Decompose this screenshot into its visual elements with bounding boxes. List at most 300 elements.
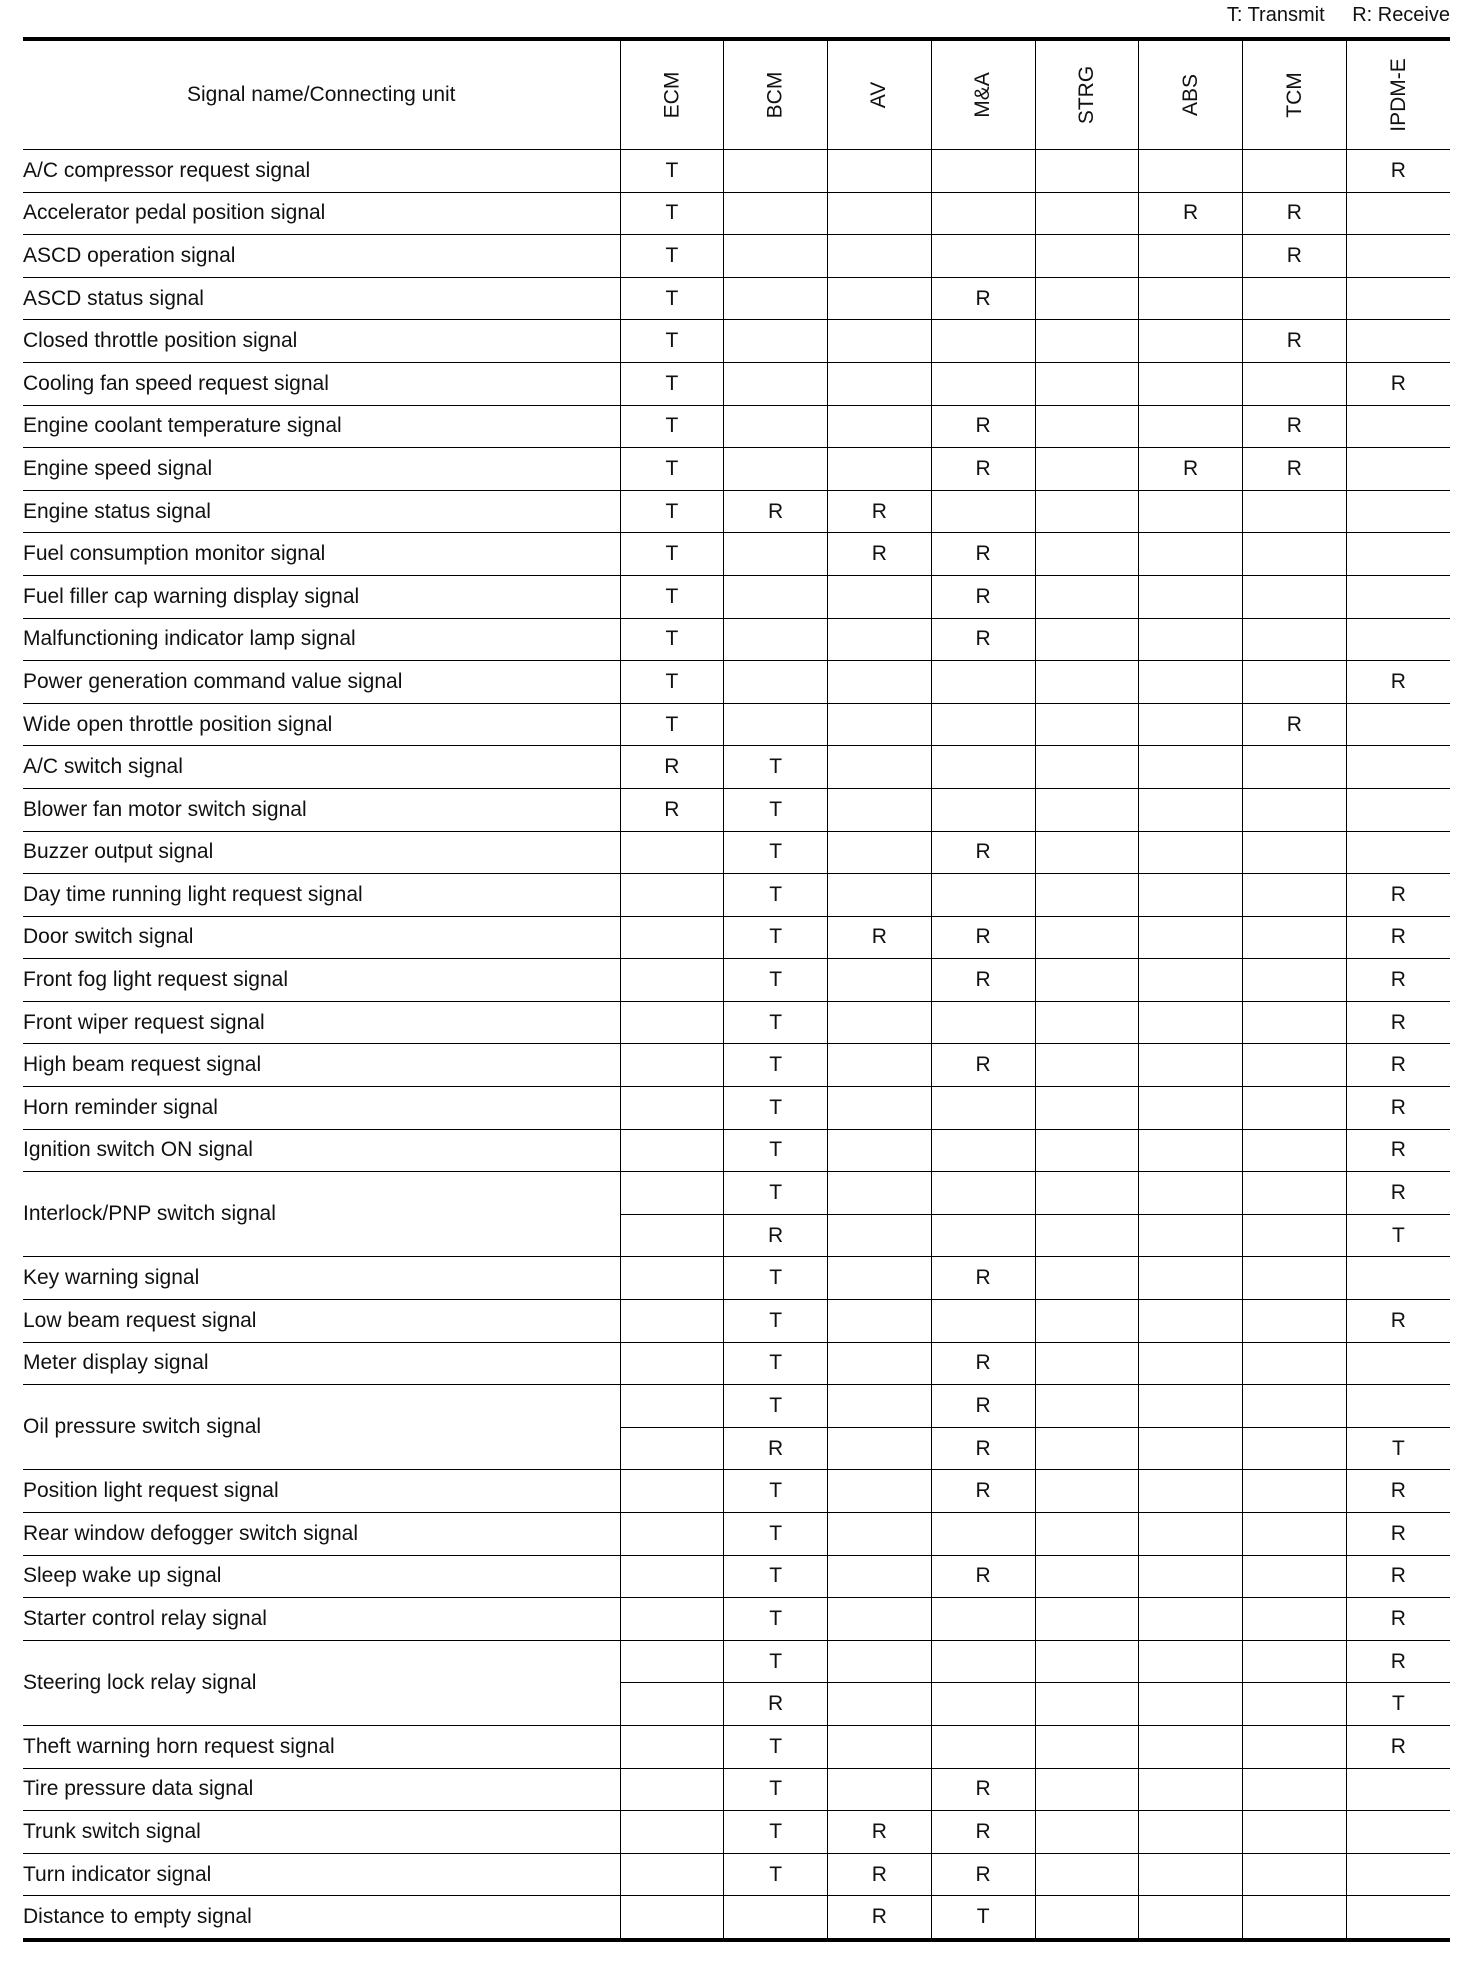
value-cell bbox=[724, 1896, 828, 1940]
value-cell bbox=[828, 405, 932, 448]
value-cell bbox=[620, 1470, 724, 1513]
value-cell bbox=[1035, 533, 1139, 576]
value-cell bbox=[828, 959, 932, 1002]
value-cell bbox=[620, 1087, 724, 1130]
signal-name-cell: Buzzer output signal bbox=[23, 831, 620, 874]
table-row bbox=[23, 1342, 1450, 1385]
value-cell bbox=[931, 150, 1035, 193]
value-cell bbox=[1243, 1214, 1347, 1257]
value-cell: T bbox=[620, 150, 724, 193]
value-cell bbox=[828, 1427, 932, 1470]
value-cell: R bbox=[620, 788, 724, 831]
signal-name-cell: Front fog light request signal bbox=[23, 959, 620, 1002]
unit-label: M&A bbox=[971, 72, 995, 118]
value-cell: R bbox=[724, 1214, 828, 1257]
value-cell bbox=[1139, 490, 1243, 533]
value-cell bbox=[1035, 490, 1139, 533]
value-cell bbox=[1035, 703, 1139, 746]
value-cell bbox=[1139, 959, 1243, 1002]
table-row bbox=[23, 235, 1450, 278]
value-cell bbox=[1139, 661, 1243, 704]
value-cell bbox=[1139, 1342, 1243, 1385]
table-row bbox=[23, 703, 1450, 746]
value-cell bbox=[828, 1087, 932, 1130]
value-cell bbox=[1243, 1470, 1347, 1513]
value-cell bbox=[1243, 1300, 1347, 1343]
value-cell bbox=[1243, 1513, 1347, 1556]
signal-name-cell: Front wiper request signal bbox=[23, 1001, 620, 1044]
value-cell: T bbox=[724, 1257, 828, 1300]
value-cell bbox=[1346, 1385, 1450, 1428]
value-cell bbox=[828, 1470, 932, 1513]
signal-name-cell: Wide open throttle position signal bbox=[23, 703, 620, 746]
value-cell: R bbox=[931, 1044, 1035, 1087]
value-cell bbox=[1035, 1768, 1139, 1811]
value-cell bbox=[1243, 1725, 1347, 1768]
value-cell bbox=[620, 1853, 724, 1896]
value-cell: R bbox=[931, 831, 1035, 874]
signal-name-cell: Starter control relay signal bbox=[23, 1598, 620, 1641]
value-cell bbox=[620, 1300, 724, 1343]
signal-name-cell: Interlock/PNP switch signal bbox=[23, 1172, 620, 1257]
value-cell: R bbox=[828, 1853, 932, 1896]
value-cell bbox=[1243, 1129, 1347, 1172]
value-cell bbox=[931, 1300, 1035, 1343]
value-cell bbox=[1243, 533, 1347, 576]
value-cell bbox=[931, 1725, 1035, 1768]
value-cell bbox=[828, 831, 932, 874]
value-cell bbox=[1346, 1257, 1450, 1300]
value-cell bbox=[1139, 405, 1243, 448]
value-cell bbox=[1346, 1342, 1450, 1385]
value-cell bbox=[724, 533, 828, 576]
value-cell bbox=[1139, 1257, 1243, 1300]
table-row bbox=[23, 1001, 1450, 1044]
value-cell: R bbox=[1346, 1172, 1450, 1215]
value-cell bbox=[828, 150, 932, 193]
value-cell bbox=[1243, 1555, 1347, 1598]
table-row bbox=[23, 192, 1450, 235]
signal-name-cell: Accelerator pedal position signal bbox=[23, 192, 620, 235]
value-cell: T bbox=[724, 1853, 828, 1896]
value-cell: T bbox=[724, 1044, 828, 1087]
value-cell: R bbox=[1243, 405, 1347, 448]
value-cell bbox=[1139, 1129, 1243, 1172]
value-cell: R bbox=[1346, 916, 1450, 959]
signal-name-cell: Sleep wake up signal bbox=[23, 1555, 620, 1598]
signal-name-cell: Oil pressure switch signal bbox=[23, 1385, 620, 1470]
value-cell bbox=[620, 1342, 724, 1385]
value-cell bbox=[1139, 1044, 1243, 1087]
value-cell bbox=[828, 1001, 932, 1044]
value-cell bbox=[828, 788, 932, 831]
signal-name-cell: Trunk switch signal bbox=[23, 1811, 620, 1854]
value-cell: T bbox=[724, 746, 828, 789]
value-cell bbox=[620, 1385, 724, 1428]
value-cell bbox=[1139, 1214, 1243, 1257]
value-cell bbox=[724, 320, 828, 363]
value-cell bbox=[1035, 1896, 1139, 1940]
unit-label: AV bbox=[867, 81, 891, 109]
value-cell bbox=[1346, 405, 1450, 448]
value-cell bbox=[1346, 192, 1450, 235]
value-cell bbox=[1346, 320, 1450, 363]
value-cell: T bbox=[724, 1129, 828, 1172]
value-cell bbox=[828, 1683, 932, 1726]
value-cell bbox=[828, 575, 932, 618]
value-cell bbox=[1035, 405, 1139, 448]
table-row bbox=[23, 1257, 1450, 1300]
value-cell: R bbox=[931, 277, 1035, 320]
value-cell bbox=[1243, 746, 1347, 789]
value-cell bbox=[1035, 362, 1139, 405]
value-cell: R bbox=[828, 533, 932, 576]
value-cell bbox=[828, 1768, 932, 1811]
value-cell: T bbox=[620, 192, 724, 235]
table-row bbox=[23, 320, 1450, 363]
table-row bbox=[23, 1640, 1450, 1683]
table-row bbox=[23, 533, 1450, 576]
table-row bbox=[23, 661, 1450, 704]
value-cell: T bbox=[1346, 1683, 1450, 1726]
value-cell: T bbox=[724, 1513, 828, 1556]
value-cell: R bbox=[1243, 192, 1347, 235]
value-cell bbox=[828, 874, 932, 917]
value-cell: T bbox=[620, 575, 724, 618]
signal-name-cell: Door switch signal bbox=[23, 916, 620, 959]
value-cell: T bbox=[620, 703, 724, 746]
table-row bbox=[23, 1129, 1450, 1172]
value-cell bbox=[620, 1427, 724, 1470]
value-cell bbox=[1139, 1172, 1243, 1215]
signal-name-cell: Ignition switch ON signal bbox=[23, 1129, 620, 1172]
value-cell bbox=[931, 490, 1035, 533]
value-cell: T bbox=[620, 490, 724, 533]
value-cell: R bbox=[931, 1385, 1035, 1428]
value-cell: R bbox=[1243, 235, 1347, 278]
header-unit-bcm bbox=[724, 39, 828, 150]
value-cell bbox=[1243, 831, 1347, 874]
value-cell bbox=[1035, 192, 1139, 235]
value-cell bbox=[1035, 874, 1139, 917]
table-row bbox=[23, 1044, 1450, 1087]
value-cell: T bbox=[724, 1385, 828, 1428]
value-cell bbox=[1243, 618, 1347, 661]
value-cell: R bbox=[1346, 1001, 1450, 1044]
value-cell bbox=[724, 362, 828, 405]
value-cell bbox=[1243, 490, 1347, 533]
value-cell bbox=[931, 362, 1035, 405]
value-cell: T bbox=[724, 1470, 828, 1513]
value-cell bbox=[1139, 1385, 1243, 1428]
table-row bbox=[23, 916, 1450, 959]
table-row bbox=[23, 831, 1450, 874]
value-cell: R bbox=[1346, 362, 1450, 405]
signal-name-cell: Day time running light request signal bbox=[23, 874, 620, 917]
table-row bbox=[23, 746, 1450, 789]
value-cell bbox=[1346, 703, 1450, 746]
header-signal-name: Signal name/Connecting unit bbox=[23, 39, 620, 150]
value-cell: T bbox=[724, 959, 828, 1002]
value-cell: R bbox=[1346, 1513, 1450, 1556]
value-cell bbox=[1035, 1044, 1139, 1087]
value-cell bbox=[1139, 1555, 1243, 1598]
signal-name-cell: Fuel consumption monitor signal bbox=[23, 533, 620, 576]
value-cell bbox=[931, 1001, 1035, 1044]
value-cell bbox=[1139, 1087, 1243, 1130]
value-cell bbox=[1139, 788, 1243, 831]
value-cell bbox=[1346, 1768, 1450, 1811]
value-cell bbox=[1035, 1811, 1139, 1854]
value-cell bbox=[620, 1513, 724, 1556]
value-cell: R bbox=[931, 618, 1035, 661]
value-cell bbox=[1139, 1853, 1243, 1896]
value-cell bbox=[828, 1300, 932, 1343]
signal-name-cell: Meter display signal bbox=[23, 1342, 620, 1385]
legend-receive: R: Receive bbox=[1352, 4, 1450, 26]
signal-name-cell: Power generation command value signal bbox=[23, 661, 620, 704]
signal-name-cell: Engine coolant temperature signal bbox=[23, 405, 620, 448]
signal-name-cell: Engine speed signal bbox=[23, 448, 620, 491]
signal-name-cell: Turn indicator signal bbox=[23, 1853, 620, 1896]
value-cell: R bbox=[828, 1811, 932, 1854]
value-cell bbox=[620, 831, 724, 874]
value-cell bbox=[724, 192, 828, 235]
value-cell bbox=[1035, 1555, 1139, 1598]
legend-transmit: T: Transmit bbox=[1226, 4, 1325, 26]
value-cell bbox=[724, 661, 828, 704]
value-cell bbox=[1346, 746, 1450, 789]
value-cell bbox=[931, 1640, 1035, 1683]
value-cell: R bbox=[931, 916, 1035, 959]
value-cell bbox=[620, 916, 724, 959]
value-cell bbox=[724, 703, 828, 746]
value-cell bbox=[1035, 1001, 1139, 1044]
value-cell bbox=[1139, 277, 1243, 320]
value-cell: R bbox=[1346, 1640, 1450, 1683]
value-cell bbox=[1243, 1853, 1347, 1896]
signal-name-cell: Rear window defogger switch signal bbox=[23, 1513, 620, 1556]
value-cell: T bbox=[931, 1896, 1035, 1940]
value-cell: T bbox=[1346, 1427, 1450, 1470]
value-cell: R bbox=[931, 533, 1035, 576]
value-cell bbox=[828, 362, 932, 405]
value-cell: R bbox=[1243, 703, 1347, 746]
value-cell bbox=[1243, 1087, 1347, 1130]
value-cell bbox=[828, 1385, 932, 1428]
value-cell: R bbox=[1139, 192, 1243, 235]
unit-label: ABS bbox=[1178, 73, 1202, 117]
value-cell bbox=[1243, 1342, 1347, 1385]
value-cell bbox=[1035, 277, 1139, 320]
value-cell: R bbox=[724, 1683, 828, 1726]
table-body bbox=[23, 150, 1450, 1940]
value-cell: T bbox=[724, 874, 828, 917]
value-cell bbox=[1243, 1896, 1347, 1940]
value-cell bbox=[1035, 831, 1139, 874]
table-row bbox=[23, 1300, 1450, 1343]
value-cell: R bbox=[931, 1853, 1035, 1896]
value-cell bbox=[931, 1129, 1035, 1172]
value-cell bbox=[1139, 1768, 1243, 1811]
header-unit-tcm bbox=[1243, 39, 1347, 150]
value-cell bbox=[1139, 320, 1243, 363]
value-cell bbox=[1139, 1640, 1243, 1683]
value-cell bbox=[620, 1725, 724, 1768]
value-cell bbox=[1035, 1257, 1139, 1300]
value-cell bbox=[1035, 1427, 1139, 1470]
signal-name-cell: Cooling fan speed request signal bbox=[23, 362, 620, 405]
signal-name-cell: Position light request signal bbox=[23, 1470, 620, 1513]
table-row bbox=[23, 1513, 1450, 1556]
value-cell bbox=[1035, 1598, 1139, 1641]
value-cell bbox=[1035, 1513, 1139, 1556]
value-cell bbox=[1243, 1044, 1347, 1087]
value-cell bbox=[620, 1257, 724, 1300]
signal-name-cell: Distance to empty signal bbox=[23, 1896, 620, 1940]
value-cell bbox=[1243, 1427, 1347, 1470]
value-cell bbox=[1035, 1342, 1139, 1385]
table-row bbox=[23, 448, 1450, 491]
value-cell: T bbox=[620, 362, 724, 405]
value-cell: R bbox=[1346, 150, 1450, 193]
value-cell bbox=[1139, 362, 1243, 405]
value-cell bbox=[1243, 788, 1347, 831]
value-cell: R bbox=[931, 1427, 1035, 1470]
value-cell bbox=[1346, 831, 1450, 874]
signal-name-cell: Fuel filler cap warning display signal bbox=[23, 575, 620, 618]
header-row bbox=[23, 39, 1450, 150]
value-cell bbox=[1139, 1427, 1243, 1470]
value-cell bbox=[1035, 448, 1139, 491]
header-unit-abs bbox=[1139, 39, 1243, 150]
value-cell bbox=[1035, 618, 1139, 661]
value-cell: R bbox=[931, 405, 1035, 448]
signal-name-cell: Key warning signal bbox=[23, 1257, 620, 1300]
table-row bbox=[23, 874, 1450, 917]
value-cell bbox=[1139, 1683, 1243, 1726]
table-row bbox=[23, 788, 1450, 831]
value-cell bbox=[1035, 150, 1139, 193]
signal-name-cell: Tire pressure data signal bbox=[23, 1768, 620, 1811]
value-cell: T bbox=[724, 1768, 828, 1811]
value-cell bbox=[620, 1214, 724, 1257]
value-cell bbox=[620, 874, 724, 917]
value-cell bbox=[828, 277, 932, 320]
value-cell: R bbox=[1346, 1725, 1450, 1768]
value-cell: R bbox=[931, 448, 1035, 491]
value-cell bbox=[931, 703, 1035, 746]
value-cell bbox=[1035, 1853, 1139, 1896]
value-cell bbox=[724, 405, 828, 448]
value-cell bbox=[1243, 661, 1347, 704]
value-cell: T bbox=[620, 235, 724, 278]
value-cell bbox=[1243, 575, 1347, 618]
value-cell bbox=[1346, 1853, 1450, 1896]
header-unit-strg bbox=[1035, 39, 1139, 150]
table-row bbox=[23, 1172, 1450, 1215]
value-cell bbox=[620, 1811, 724, 1854]
value-cell bbox=[1139, 916, 1243, 959]
signal-name-cell: High beam request signal bbox=[23, 1044, 620, 1087]
value-cell bbox=[1035, 788, 1139, 831]
value-cell bbox=[828, 746, 932, 789]
value-cell bbox=[931, 1513, 1035, 1556]
value-cell bbox=[1243, 362, 1347, 405]
value-cell bbox=[1035, 959, 1139, 1002]
signal-name-cell: ASCD operation signal bbox=[23, 235, 620, 278]
signal-name-cell: Steering lock relay signal bbox=[23, 1640, 620, 1725]
value-cell bbox=[1035, 575, 1139, 618]
value-cell bbox=[931, 1683, 1035, 1726]
value-cell bbox=[1035, 1470, 1139, 1513]
table-row bbox=[23, 362, 1450, 405]
value-cell bbox=[931, 788, 1035, 831]
value-cell bbox=[1139, 235, 1243, 278]
unit-label: IPDM-E bbox=[1386, 58, 1410, 132]
value-cell: T bbox=[724, 1342, 828, 1385]
signal-name-cell: Low beam request signal bbox=[23, 1300, 620, 1343]
table-row bbox=[23, 1725, 1450, 1768]
value-cell bbox=[724, 235, 828, 278]
value-cell bbox=[1243, 1683, 1347, 1726]
value-cell: T bbox=[724, 1555, 828, 1598]
value-cell bbox=[1243, 1257, 1347, 1300]
value-cell: R bbox=[620, 746, 724, 789]
value-cell: R bbox=[1346, 1598, 1450, 1641]
value-cell bbox=[1346, 618, 1450, 661]
table-row bbox=[23, 150, 1450, 193]
value-cell bbox=[1243, 1172, 1347, 1215]
value-cell bbox=[1139, 831, 1243, 874]
value-cell bbox=[724, 277, 828, 320]
value-cell bbox=[1035, 1640, 1139, 1683]
value-cell bbox=[620, 1896, 724, 1940]
value-cell bbox=[931, 235, 1035, 278]
value-cell bbox=[1346, 490, 1450, 533]
value-cell bbox=[931, 1598, 1035, 1641]
value-cell bbox=[828, 320, 932, 363]
value-cell bbox=[1035, 320, 1139, 363]
value-cell bbox=[1243, 1598, 1347, 1641]
value-cell: R bbox=[1243, 448, 1347, 491]
value-cell: R bbox=[1346, 1129, 1450, 1172]
value-cell: T bbox=[724, 916, 828, 959]
value-cell: T bbox=[724, 1598, 828, 1641]
value-cell bbox=[1139, 1896, 1243, 1940]
table-row bbox=[23, 1087, 1450, 1130]
header-unit-ecm bbox=[620, 39, 724, 150]
value-cell bbox=[1139, 1300, 1243, 1343]
value-cell: R bbox=[931, 1257, 1035, 1300]
value-cell bbox=[1035, 661, 1139, 704]
value-cell: T bbox=[620, 448, 724, 491]
value-cell bbox=[620, 1598, 724, 1641]
value-cell bbox=[1243, 277, 1347, 320]
value-cell: R bbox=[828, 490, 932, 533]
value-cell: T bbox=[620, 405, 724, 448]
signal-name-cell: Blower fan motor switch signal bbox=[23, 788, 620, 831]
value-cell bbox=[620, 1555, 724, 1598]
value-cell bbox=[828, 235, 932, 278]
signal-name-cell: A/C compressor request signal bbox=[23, 150, 620, 193]
value-cell bbox=[1139, 1001, 1243, 1044]
signal-name-cell: Malfunctioning indicator lamp signal bbox=[23, 618, 620, 661]
value-cell bbox=[828, 1129, 932, 1172]
value-cell bbox=[1139, 1513, 1243, 1556]
value-cell bbox=[828, 1725, 932, 1768]
value-cell bbox=[931, 1214, 1035, 1257]
